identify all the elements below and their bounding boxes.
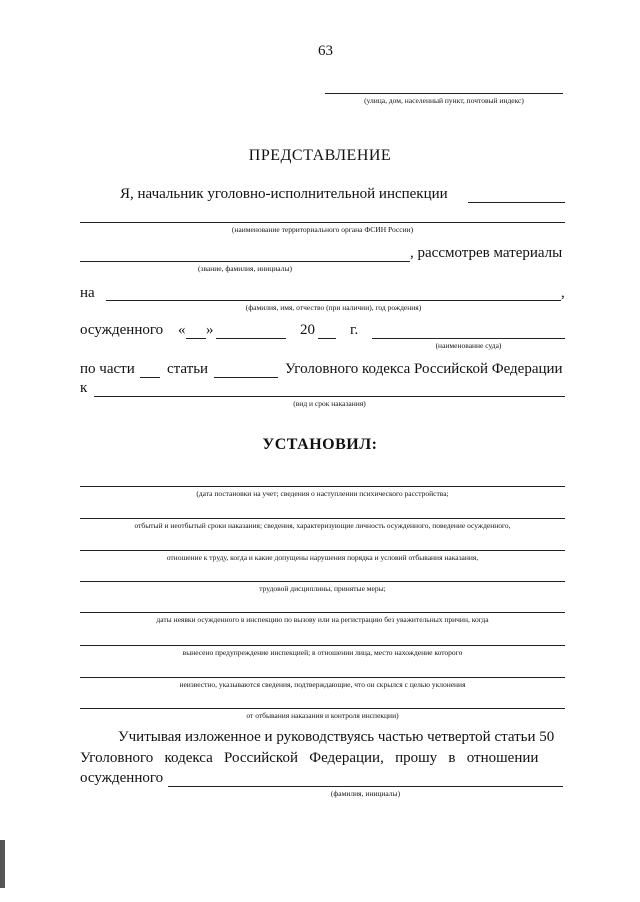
- rank-line: [80, 261, 410, 262]
- year-suffix: г.: [350, 322, 359, 338]
- established-line-8: [80, 708, 565, 709]
- established-line-6: [80, 645, 565, 646]
- to-label: к: [80, 380, 88, 396]
- address-caption: (улица, дом, населенный пункт, почтовый индекс): [364, 96, 524, 105]
- court-caption: (наименование суда): [435, 341, 502, 350]
- established-line-7: [80, 677, 565, 678]
- established-caption-6: вынесено предупреждение инспекцией; в отношении лица, место нахождение которого: [182, 648, 463, 657]
- quote-open: «: [178, 322, 186, 338]
- established-caption-4: трудовой дисциплины, принятые меры;: [259, 584, 386, 593]
- rank-caption: (звание, фамилия, инициалы): [198, 264, 292, 273]
- established-line-3: [80, 550, 565, 551]
- quote-close: »: [206, 322, 214, 338]
- person-line: [106, 300, 561, 301]
- established-caption-7: неизвестно, указываются сведения, подтверждающие, что он скрылся с целью уклонения: [179, 680, 466, 689]
- established-heading: УСТАНОВИЛ:: [262, 436, 378, 453]
- sentence-line: [94, 396, 565, 397]
- established-line-2: [80, 518, 565, 519]
- year-prefix: 20: [300, 322, 315, 338]
- name-caption: (фамилия, инициалы): [330, 789, 401, 798]
- by-part-label: по части: [80, 361, 135, 377]
- established-line-4: [80, 581, 565, 582]
- established-line-1: [80, 486, 565, 487]
- name-line: [168, 786, 563, 787]
- established-caption-8: от отбывания наказания и контроля инспекции): [246, 711, 399, 720]
- day-line: [186, 338, 206, 339]
- established-caption-2: отбытый и неотбытый сроки наказания; сведения, характеризующие личность осужденного, поведение осужденного,: [134, 521, 511, 530]
- court-line: [372, 338, 565, 339]
- conclusion-line-1: Учитывая изложенное и руководствуясь частью четвертой статьи 50: [118, 729, 555, 745]
- intro-text: Я, начальник уголовно-исполнительной инспекции: [120, 186, 448, 202]
- organ-caption: (наименование территориального органа ФСИН России): [231, 225, 414, 234]
- document-title: ПРЕДСТАВЛЕНИЕ: [248, 147, 392, 164]
- page-number: 63: [318, 43, 333, 59]
- convicted-label: осужденного: [80, 322, 164, 338]
- established-caption-1: (дата постановки на учет; сведения о наступлении психического расстройства;: [196, 489, 449, 498]
- code-name: Уголовного кодекса Российской Федерации: [285, 361, 563, 377]
- on-label: на: [80, 285, 95, 301]
- established-line-5: [80, 612, 565, 613]
- organ-line: [80, 222, 565, 223]
- person-caption: (фамилия, имя, отчество (при наличии), год рождения): [245, 303, 422, 312]
- part-line: [140, 377, 160, 378]
- address-line: [325, 93, 563, 94]
- sentence-caption: (вид и срок наказания): [293, 399, 366, 408]
- article-line: [214, 377, 278, 378]
- year-line: [318, 338, 336, 339]
- established-caption-5: даты неявки осужденного в инспекцию по вызову или на регистрацию без уважительных причин, когда: [156, 615, 489, 624]
- month-line: [216, 338, 286, 339]
- article-label: статьи: [167, 361, 209, 377]
- considered-text: , рассмотрев материалы: [410, 245, 563, 261]
- established-caption-3: отношение к труду, когда и какие допущены нарушения порядка и условий отбывания наказания,: [166, 553, 479, 562]
- inspection-line: [468, 202, 565, 203]
- conclusion-line-3: осужденного: [80, 770, 164, 786]
- scan-edge-mark: [0, 840, 5, 888]
- conclusion-line-2: Уголовного кодекса Российской Федерации, прошу в отношении: [80, 750, 539, 766]
- person-comma: ,: [561, 285, 565, 301]
